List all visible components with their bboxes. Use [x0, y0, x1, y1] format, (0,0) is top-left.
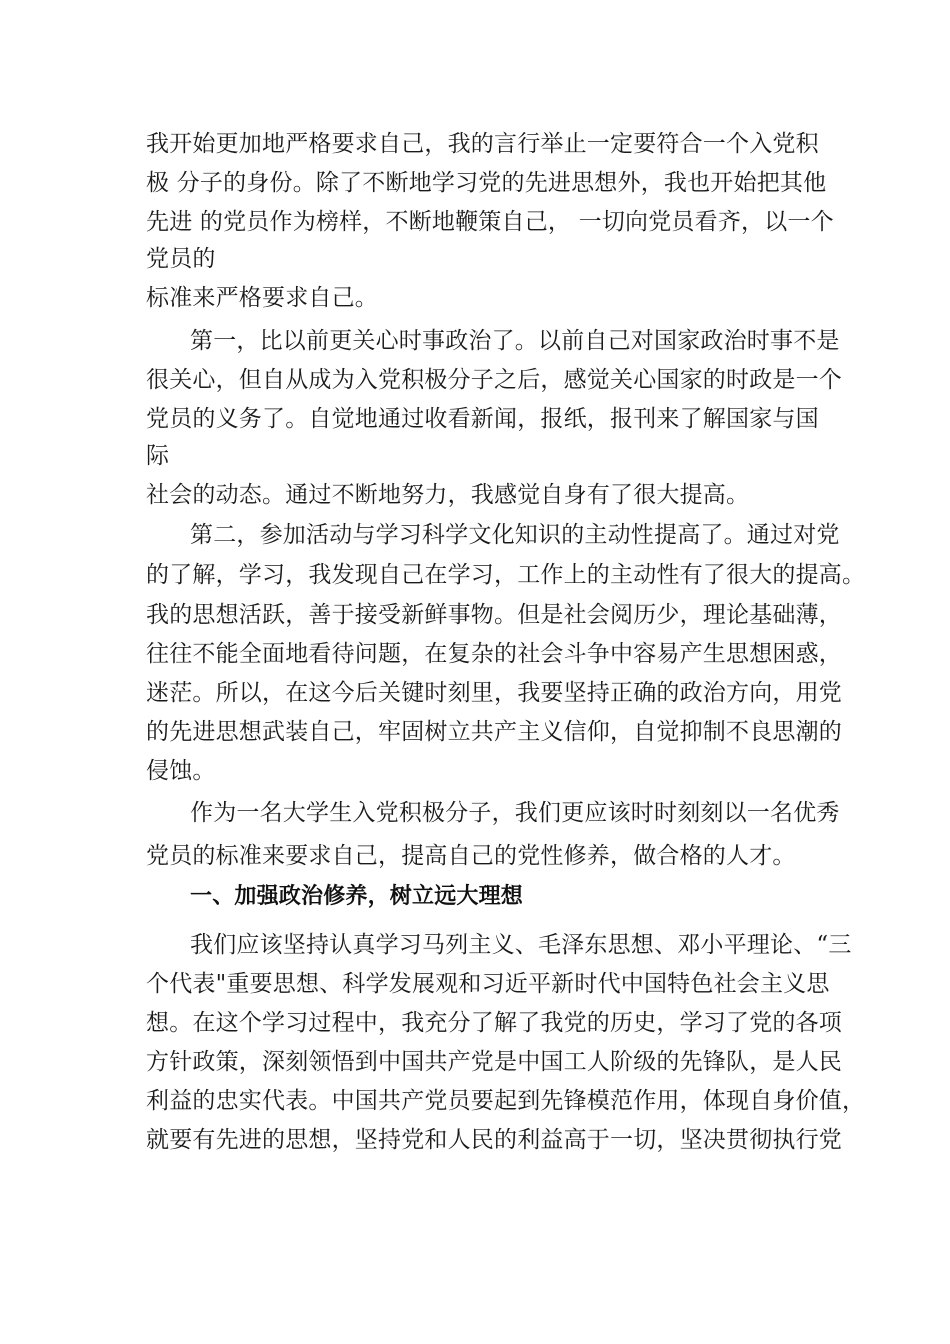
paragraph-first-line: 第二，参加活动与学习科学文化知识的主动性提高了。通过对党: [190, 522, 840, 548]
text-line: 我的思想活跃，善于接受新鲜事物。但是社会阅历少，理论基础薄，: [146, 602, 842, 628]
text-line: 标准来严格要求自己。: [146, 285, 378, 311]
text-line: 极 分子的身份。除了不断地学习党的先进思想外，我也开始把其他: [146, 170, 827, 196]
text-line: 个代表"重要思想、科学发展观和习近平新时代中国特色社会主义思: [146, 971, 830, 997]
text-line: 的先进思想武装自己，牢固树立共产主义信仰，自觉抑制不良思潮的: [146, 719, 842, 745]
text-line: 党员的: [146, 246, 216, 272]
text-line: 利益的忠实代表。中国共产党员要起到先锋模范作用，体现自身价值，: [146, 1088, 866, 1114]
text-line: 往往不能全面地看待问题，在复杂的社会斗争中容易产生思想困惑，: [146, 641, 842, 667]
text-line: 方针政策，深刻领悟到中国共产党是中国工人阶级的先锋队，是人民: [146, 1049, 842, 1075]
text-line: 党员的标准来要求自己，提高自己的党性修养，做合格的人才。: [146, 843, 796, 869]
section-heading: 一、加强政治修养，树立远大理想: [190, 884, 524, 909]
text-line: 我开始更加地严格要求自己，我的言行举止一定要符合一个入党积: [146, 131, 819, 157]
paragraph-first-line: 作为一名大学生入党积极分子，我们更应该时时刻刻以一名优秀: [190, 800, 840, 826]
text-line: 先进 的党员作为榜样，不断地鞭策自己， 一切向党员看齐，以一个: [146, 209, 834, 235]
text-line: 迷茫。所以，在这今后关键时刻里，我要坚持正确的政治方向，用党: [146, 680, 842, 706]
text-line: 侵蚀。: [146, 758, 216, 784]
text-line: 党员的义务了。自觉地通过收看新闻，报纸，报刊来了解国家与国: [146, 406, 819, 432]
text-line: 想。在这个学习过程中，我充分了解了我党的历史，学习了党的各项: [146, 1010, 842, 1036]
text-line: 就要有先进的思想，坚持党和人民的利益高于一切，坚决贯彻执行党: [146, 1127, 842, 1153]
text-line: 很关心，但自从成为入党积极分子之后，感觉关心国家的时政是一个: [146, 367, 842, 393]
text-line: 社会的动态。通过不断地努力，我感觉自身有了很大提高。: [146, 482, 750, 508]
paragraph-first-line: 第一，比以前更关心时事政治了。以前自己对国家政治时事不是: [190, 328, 840, 354]
text-line: 的了解，学习，我发现自己在学习，工作上的主动性有了很大的提高。: [146, 562, 866, 588]
paragraph-first-line: 我们应该坚持认真学习马列主义、毛泽东思想、邓小平理论、“三: [190, 932, 852, 958]
text-line: 际: [146, 443, 170, 469]
